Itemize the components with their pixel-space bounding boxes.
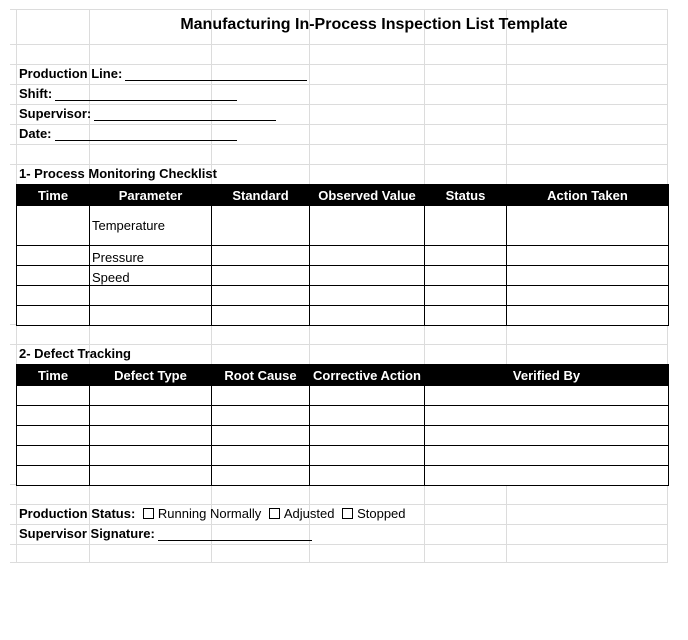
column-header: Corrective Action <box>310 365 425 386</box>
table-cell[interactable] <box>17 266 90 286</box>
table-cell[interactable] <box>507 206 669 246</box>
table-cell[interactable] <box>212 466 310 486</box>
table-cell[interactable] <box>212 286 310 306</box>
column-header: Status <box>425 185 507 206</box>
table-cell[interactable] <box>17 466 90 486</box>
table-cell[interactable] <box>425 246 507 266</box>
shift-input[interactable] <box>55 86 237 101</box>
table-cell[interactable] <box>17 206 90 246</box>
table-row <box>17 426 669 446</box>
shift-label: Shift: <box>19 86 53 101</box>
table-header-row <box>17 365 669 386</box>
parameter-cell[interactable]: Temperature <box>90 206 212 246</box>
table-row <box>17 206 669 246</box>
adjusted-label: Adjusted <box>283 506 335 521</box>
table-row <box>17 406 669 426</box>
column-header: Defect Type <box>90 365 212 386</box>
table-cell[interactable] <box>17 426 90 446</box>
supervisor-signature-field[interactable] <box>19 524 312 544</box>
table-cell[interactable] <box>310 446 425 466</box>
table-cell[interactable] <box>425 466 669 486</box>
table-cell[interactable] <box>212 306 310 326</box>
column-header: Root Cause <box>212 365 310 386</box>
table-cell[interactable] <box>310 286 425 306</box>
production-status-label: Production Status: <box>19 506 136 521</box>
table-cell[interactable] <box>212 206 310 246</box>
process-section-heading: 1- Process Monitoring Checklist <box>19 166 217 181</box>
table-row <box>17 286 669 306</box>
table-cell[interactable] <box>90 446 212 466</box>
table-cell[interactable] <box>507 306 669 326</box>
table-row <box>17 466 669 486</box>
table-cell[interactable] <box>425 446 669 466</box>
parameter-cell[interactable] <box>90 286 212 306</box>
column-header: Time <box>17 365 90 386</box>
column-header: Standard <box>212 185 310 206</box>
table-cell[interactable] <box>90 466 212 486</box>
column-header: Observed Value <box>310 185 425 206</box>
stopped-label: Stopped <box>357 506 406 521</box>
table-cell[interactable] <box>507 286 669 306</box>
running-normally-label: Running Normally <box>157 506 262 521</box>
table-cell[interactable] <box>310 406 425 426</box>
column-header: Action Taken <box>507 185 669 206</box>
defect-tracking-table <box>16 364 669 486</box>
stopped-checkbox[interactable] <box>342 508 353 519</box>
table-cell[interactable] <box>310 266 425 286</box>
table-cell[interactable] <box>425 306 507 326</box>
table-cell[interactable] <box>310 466 425 486</box>
table-cell[interactable] <box>310 386 425 406</box>
table-cell[interactable] <box>425 206 507 246</box>
table-cell[interactable] <box>212 426 310 446</box>
table-cell[interactable] <box>310 206 425 246</box>
table-cell[interactable] <box>425 386 669 406</box>
table-cell[interactable] <box>17 286 90 306</box>
table-cell[interactable] <box>425 406 669 426</box>
table-row <box>17 306 669 326</box>
process-monitoring-table <box>16 184 669 326</box>
table-cell[interactable] <box>17 446 90 466</box>
table-cell[interactable] <box>425 266 507 286</box>
adjusted-checkbox[interactable] <box>269 508 280 519</box>
table-cell[interactable] <box>212 446 310 466</box>
date-input[interactable] <box>55 126 237 141</box>
table-cell[interactable] <box>90 386 212 406</box>
table-row <box>17 446 669 466</box>
running-normally-checkbox[interactable] <box>143 508 154 519</box>
table-cell[interactable] <box>17 306 90 326</box>
table-cell[interactable] <box>425 426 669 446</box>
table-cell[interactable] <box>425 286 507 306</box>
column-header: Parameter <box>90 185 212 206</box>
table-cell[interactable] <box>507 266 669 286</box>
parameter-cell[interactable]: Pressure <box>90 246 212 266</box>
table-cell[interactable] <box>212 246 310 266</box>
table-cell[interactable] <box>507 246 669 266</box>
table-cell[interactable] <box>90 426 212 446</box>
supervisor-label: Supervisor: <box>19 106 92 121</box>
shift-field[interactable] <box>19 84 237 104</box>
parameter-cell[interactable] <box>90 306 212 326</box>
table-cell[interactable] <box>310 426 425 446</box>
date-label: Date: <box>19 126 52 141</box>
defect-section-heading: 2- Defect Tracking <box>19 346 131 361</box>
table-row <box>17 246 669 266</box>
table-cell[interactable] <box>212 266 310 286</box>
supervisor-signature-label: Supervisor Signature: <box>19 526 155 541</box>
page-title: Manufacturing In-Process Inspection List Template <box>180 16 568 33</box>
table-cell[interactable] <box>90 406 212 426</box>
column-header: Verified By <box>425 365 669 386</box>
supervisor-signature-input[interactable] <box>158 526 312 541</box>
parameter-cell[interactable]: Speed <box>90 266 212 286</box>
production-line-label: Production Line: <box>19 66 123 81</box>
table-cell[interactable] <box>17 406 90 426</box>
production-status-row <box>19 504 406 524</box>
table-cell[interactable] <box>212 386 310 406</box>
table-cell[interactable] <box>310 246 425 266</box>
table-row <box>17 266 669 286</box>
table-row <box>17 386 669 406</box>
supervisor-input[interactable] <box>94 106 276 121</box>
production-line-input[interactable] <box>125 66 307 81</box>
table-cell[interactable] <box>17 386 90 406</box>
column-header: Time <box>17 185 90 206</box>
table-cell[interactable] <box>17 246 90 266</box>
table-header-row <box>17 185 669 206</box>
table-cell[interactable] <box>310 306 425 326</box>
table-cell[interactable] <box>212 406 310 426</box>
date-field[interactable] <box>19 124 237 144</box>
production-line-field[interactable] <box>19 64 307 84</box>
supervisor-field[interactable] <box>19 104 276 124</box>
